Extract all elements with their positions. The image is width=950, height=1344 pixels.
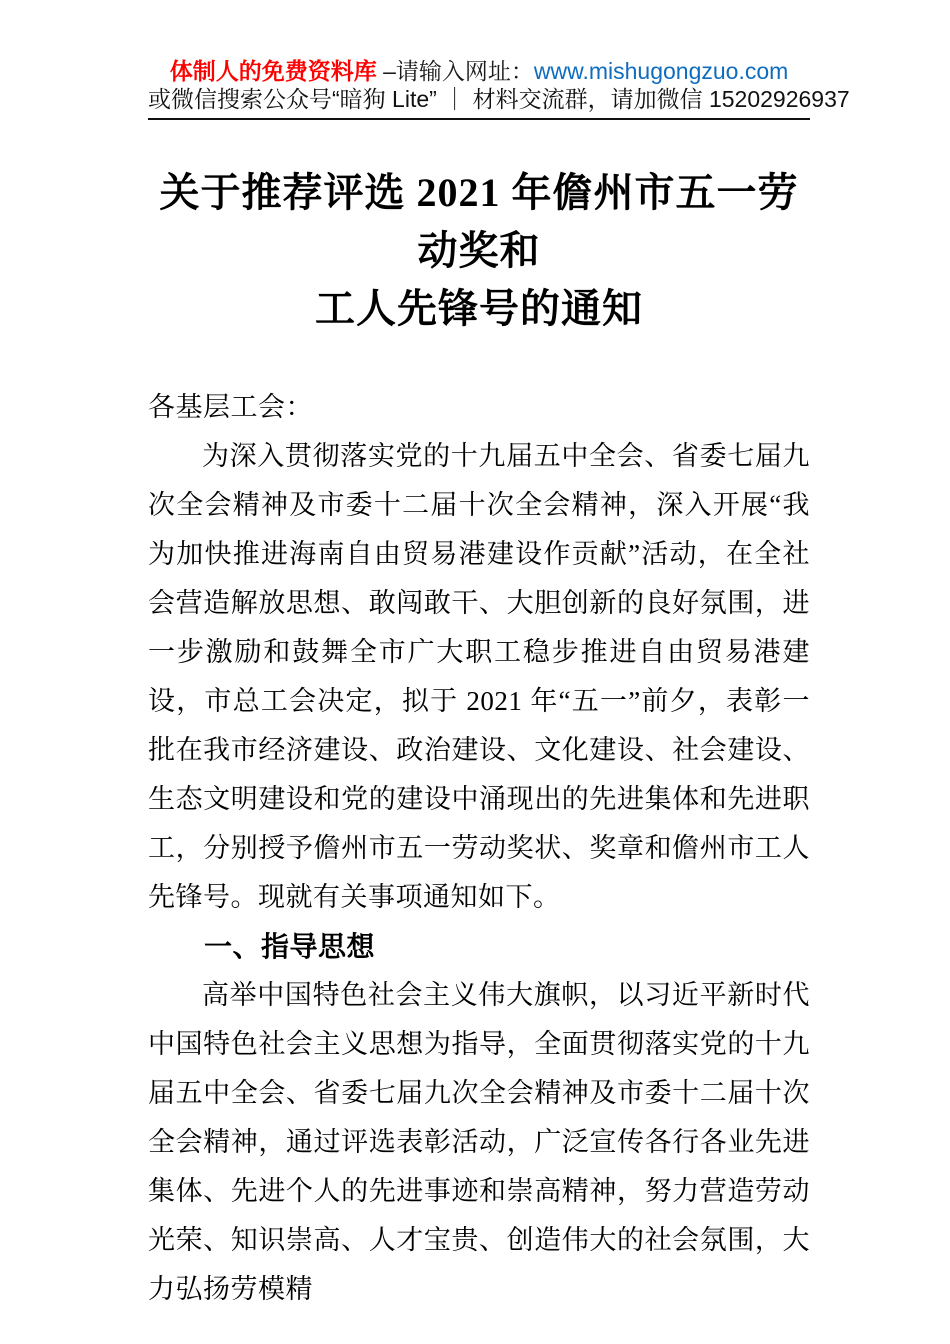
document-title-line1: 关于推荐评选 2021 年儋州市五一劳动奖和 bbox=[159, 170, 799, 273]
document-title-line2: 工人先锋号的通知 bbox=[315, 286, 643, 331]
salutation: 各基层工会： bbox=[148, 392, 313, 422]
section-heading-1: 一、指导思想 bbox=[204, 931, 376, 962]
promo-header-line1 bbox=[148, 57, 810, 85]
url-prompt-text: –请输入网址： bbox=[376, 58, 534, 84]
promo-header-line2: 或微信搜索公众号“暗狗 Lite” ｜ 材料交流群，请加微信 15202926937 bbox=[148, 86, 850, 112]
document-body bbox=[148, 383, 810, 1314]
document-title bbox=[148, 164, 810, 338]
promo-header bbox=[148, 0, 850, 120]
paragraph-guiding-ideology: 高举中国特色社会主义伟大旗帜，以习近平新时代中国特色社会主义思想为指导，全面贯彻落实党的十九届五中全会、省委七届九次全会精神及市委十二届十次全会精神，通过评选表彰活动，广泛宣传各行各业先进集体、先进个人的先进事迹和崇高精神，努力营造劳动光荣、知识崇高、人才宝贵、创造伟大的社会氛围，大力弘扬劳模精 bbox=[148, 980, 810, 1304]
brand-text: 体制人的免费资料库 bbox=[169, 58, 377, 84]
paragraph-intro: 为深入贯彻落实党的十九届五中全会、省委七届九次全会精神及市委十二届十次全会精神，深入开展“我为加快推进海南自由贸易港建设作贡献”活动，在全社会营造解放思想、敢闯敢干、大胆创新的良好氛围，进一步激励和鼓舞全市广大职工稳步推进自由贸易港建设，市总工会决定，拟于 2021 年“五一”前夕，表彰一批在我市经济建设、政治建设、文化建设、社会建设、生态文明建设和党的建设中涌现出的先进集体和先进职工，分别授予儋州市五一劳动奖状、奖章和儋州市工人先锋号。现就有关事项通知如下。 bbox=[148, 441, 810, 912]
website-link[interactable]: www.mishugongzuo.com bbox=[533, 58, 789, 84]
